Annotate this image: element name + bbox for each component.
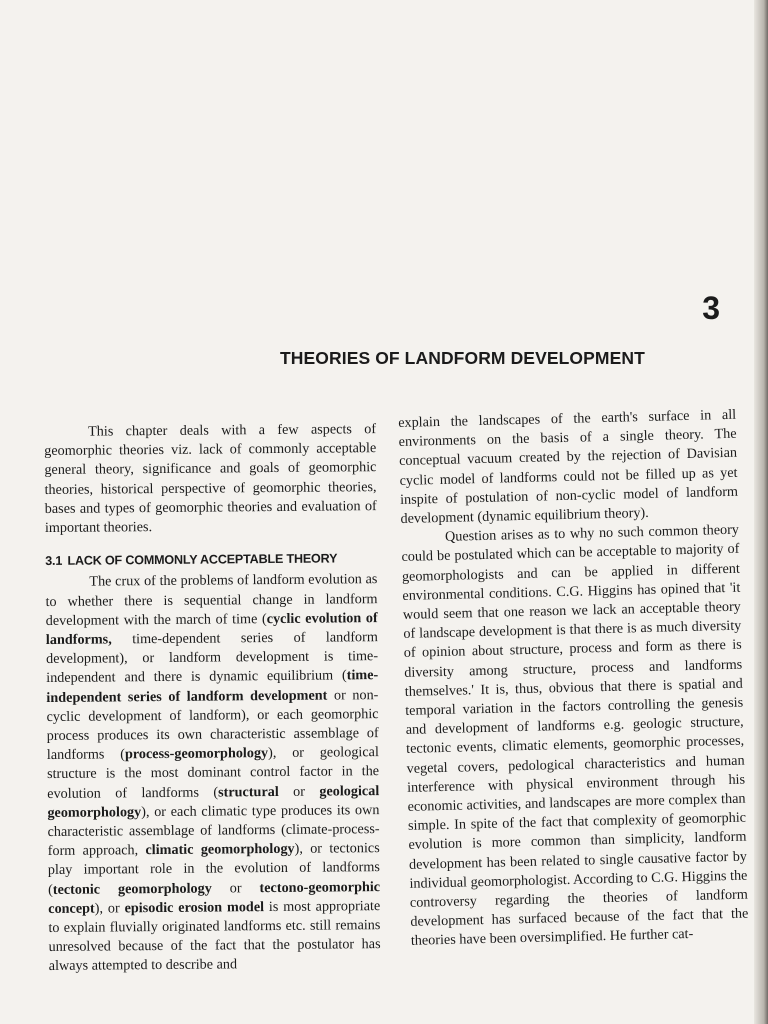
bold-term: episodic erosion model [124,898,265,917]
text-run: ), or geological structure is the most dominant control factor in the evolution of landforms ( [46,744,380,802]
text-run: ), or tectonics play important role in the evolution of landforms ( [47,840,380,898]
chapter-title: THEORIES OF LANDFORM DEVELOPMENT [280,348,645,368]
bold-term: geological geomorphology [47,782,380,821]
page-edge [754,0,768,1024]
bold-term: tectono-geomorphic concept [48,878,381,917]
bold-term: structural [217,783,279,801]
chapter-number: 3 [702,290,720,326]
crux-paragraph [45,571,381,977]
bold-term: time-independent series of landform development [46,667,379,706]
section-title: LACK OF COMMONLY ACCEPTABLE THEORY [67,551,338,569]
bold-term: tectonic geomorphology [52,880,212,898]
text-run: or non-cyclic development of landform), or each geomorphic process produces its own characteristic assemblage of landforms ( [46,686,379,764]
right-column [398,406,749,952]
text-run: ), or [94,900,125,917]
text-run: or [211,879,260,897]
continued-paragraph: explain the landscapes of the earth's surface in all environments on the basis of a single theory. The conceptual vacuum created by the rejection of Davisian cyclic model of landforms could not be filled up as yet inspite of postulation of non-cyclic model of landform development (dynamic equilibrium theory). [398,406,739,527]
bold-term: process-geomorphology [124,745,269,763]
section-number: 3.1 [45,554,63,569]
intro-paragraph: This chapter deals with a few aspects of geomorphic theories viz. lack of commonly acceptable general theory, significance and goals of geomorphic theories, historical perspective of geomorphic theories, bases and types of geomorphic theories and evaluation of important theories. [44,421,377,537]
text-run: or [278,783,320,800]
bold-term: climatic geomorphology [145,841,295,859]
text-run: time-dependent series of landform development), or landform development is time-independent and there is dynamic equilibrium ( [45,629,379,687]
text-run: is most appropriate to explain fluvially originated landforms etc. still remains unresolved because of the fact that the postulator has always attempted to describe and [48,897,381,975]
left-column [44,420,381,977]
text-run: ), or each climatic type produces its own characteristic assemblage of landforms (climate-process-form approach, [47,801,380,860]
section-heading [45,549,377,571]
text-run: The crux of the problems of landform evolution as to whether there is sequential change in landform development with the march of time ( [45,571,378,629]
question-paragraph: Question arises as to why no such common theory could be postulated which can be acceptable to majority of geomorphologists and can be applied in different environmental conditions. C.G. Higgins has opined that 'it would seem that one reason we lack an acceptable theory of landscape development is that there is as much diversity of opinion about structure, process and form as there is diversity among structure, process and landforms themselves.' It is, thus, obvious that there is spatial and temporal variation in the factors controlling the genesis and development of landforms e.g. geologic structure, tectonic events, climatic elements, geomorphic processes, vegetal covers, pedological characteristics and human interference with physical environment through his economic activities, and landscapes are more complex than simple. In spite of the fact that complexity of geomorphic evolution is more common than simplicity, landform development has been related to single causative factor by individual geomorphologist. According to C.G. Higgins the controversy regarding the theories of landform development has surfaced because of the fact that the theories have been oversimplified. He further cat- [401,521,749,950]
bold-term: cyclic evolution of landforms, [45,609,378,649]
